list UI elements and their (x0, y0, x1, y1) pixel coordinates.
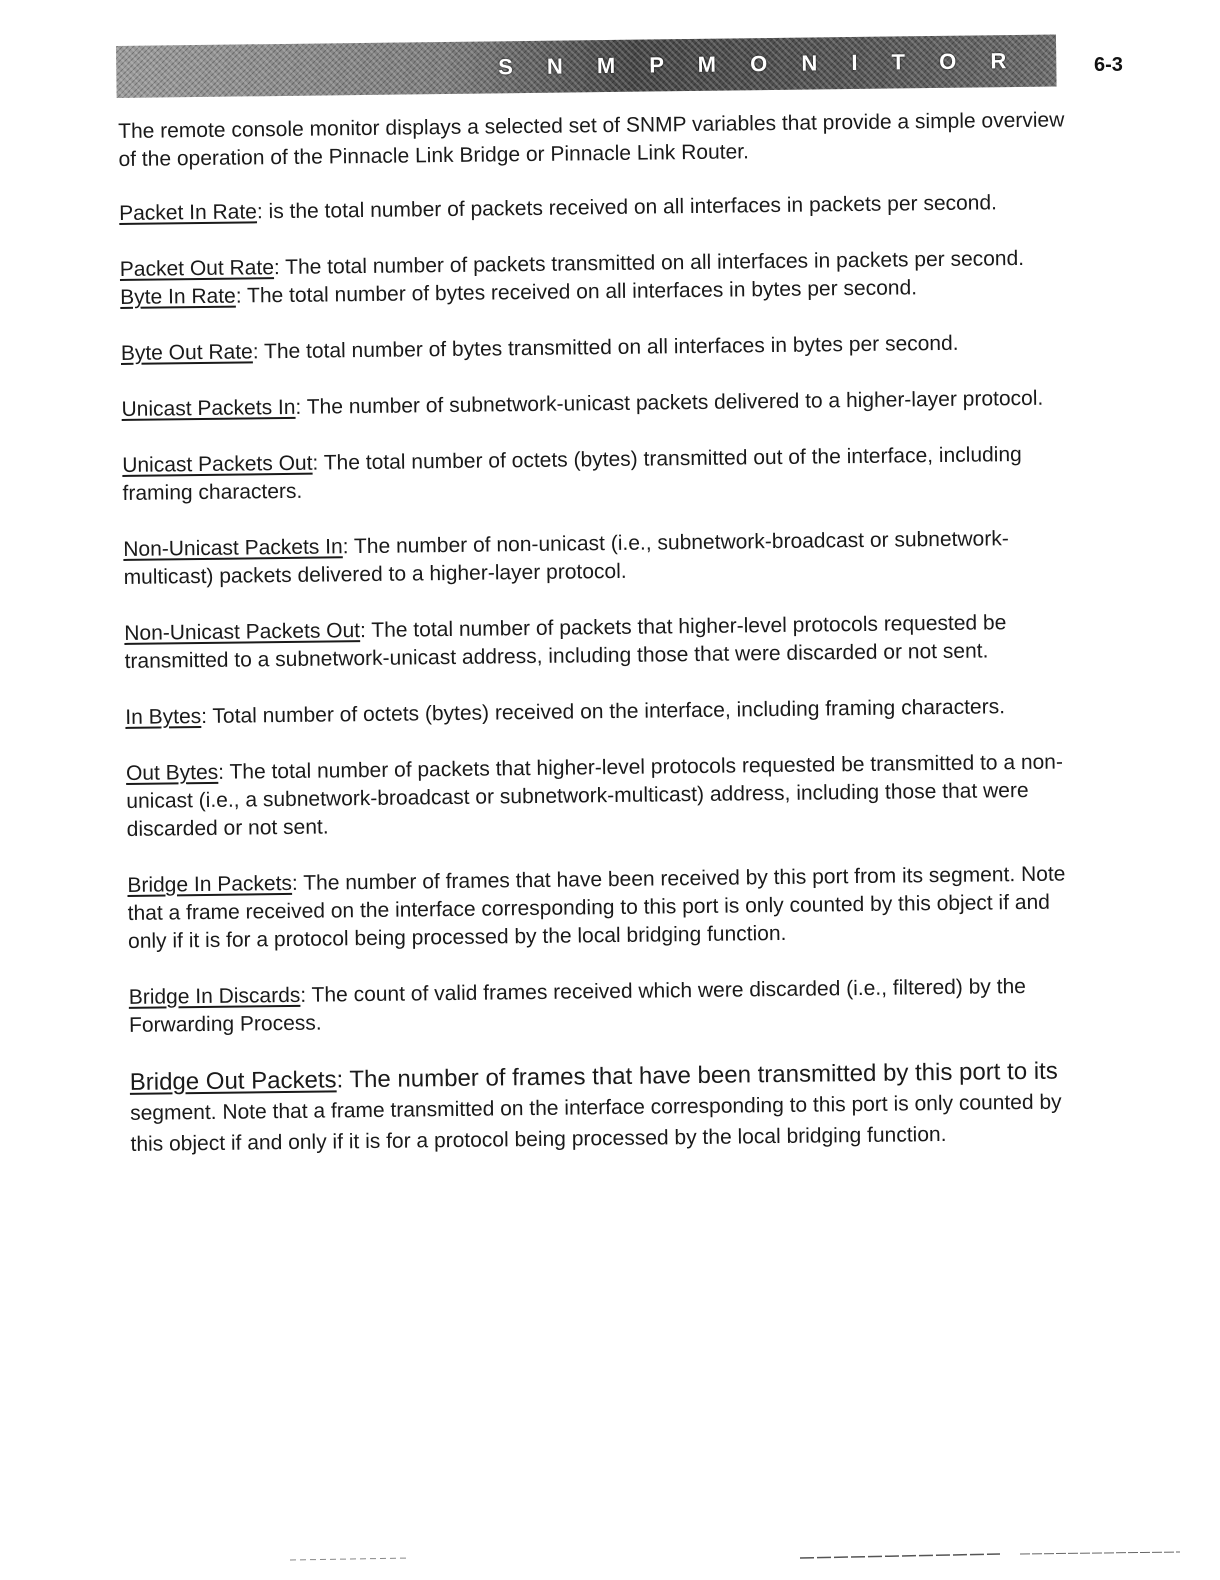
scan-line (1020, 1552, 1180, 1554)
scan-artifact-lines (140, 1548, 1180, 1564)
scan-line (290, 1558, 410, 1560)
term: Byte Out Rate (120, 340, 253, 365)
definition-bridge-out-packets (130, 1056, 1091, 1160)
definition-text: : The number of frames that have been received by this port from its segment. Note that a frame received on the interface corresponding to this port is only counted by this object if and only if it is for a protocol being processed by the local bridging function. (127, 862, 1066, 953)
term: Unicast Packets In (121, 395, 296, 421)
definition-text: : is the total number of packets received on all interfaces in packets per second. (256, 191, 998, 224)
definition-unicast-packets-in (121, 384, 1081, 424)
intro-paragraph: The remote console monitor displays a selected set of SNMP variables that provide a simple overview of the operation of the Pinnacle Link Bridge or Pinnacle Link Router. (118, 108, 1065, 171)
definition-bridge-in-packets (127, 860, 1088, 956)
term: Out Bytes (125, 760, 219, 785)
definition-text: : The number of subnetwork-unicast packets delivered to a higher-layer protocol. (295, 386, 1044, 419)
definition-in-bytes (125, 692, 1085, 732)
header-banner (116, 35, 1057, 98)
term: Bridge In Packets (127, 871, 293, 897)
term: Packet In Rate (119, 200, 258, 225)
definition-text: : The count of valid frames received which were discarded (i.e., filtered) by the Forwarding Process. (128, 974, 1027, 1037)
term: Unicast Packets Out (122, 451, 313, 477)
definition-text: : The total number of packets that higher-level protocols requested be transmitted to a subnetwork-unicast address, including those that were discarded or not sent. (124, 611, 1007, 673)
page-body (118, 106, 1091, 1188)
header-title: S N M P M O N I T O R (497, 47, 1021, 80)
definition-non-unicast-packets-out (124, 608, 1085, 676)
term: In Bytes (125, 705, 202, 729)
term: Byte In Rate (120, 284, 236, 309)
definition-text: : Total number of octets (bytes) received on the interface, including framing characters. (201, 695, 1006, 729)
definition-text: : The number of non-unicast (i.e., subnetwork-broadcast or subnetwork-multicast) packets delivered to a higher-layer protocol. (123, 527, 1009, 589)
term: Packet Out Rate (119, 256, 275, 281)
definition-byte-out-rate (121, 328, 1081, 368)
term: Non-Unicast Packets In (123, 535, 343, 561)
definition-unicast-packets-out (122, 440, 1083, 508)
definition-text: : The total number of packets transmitted on all interfaces in packets per second. (273, 246, 1025, 280)
term: Bridge In Discards (128, 983, 301, 1009)
definition-text-continued: segment. Note that a frame transmitted on the interface corresponding to this port is only counted by this object if and only if it is for a protocol being processed by the local bridging function. (130, 1090, 1062, 1156)
definition-text: : The total number of packets that higher-level protocols requested be transmitted to a non-unicast (i.e., a subnetwork-broadcast or subnetwork-multicast) address, including those that were discarded or not sent. (126, 750, 1064, 841)
definition-text: : The number of frames that have been transmitted by this port to its (336, 1057, 1058, 1094)
definition-non-unicast-packets-in (123, 524, 1084, 592)
definition-packet-in-rate (119, 188, 1079, 228)
term: Non-Unicast Packets Out (124, 619, 361, 645)
definition-text: : The total number of octets (bytes) transmitted out of the interface, including framing characters. (122, 442, 1022, 505)
definition-bridge-in-discards (129, 972, 1090, 1040)
definition-out-bytes (126, 748, 1087, 844)
scan-line (800, 1554, 1000, 1558)
definition-text: : The total number of bytes received on all interfaces in bytes per second. (235, 276, 918, 308)
term: Bridge Out Packets (129, 1066, 337, 1096)
definition-text: : The total number of bytes transmitted on all interfaces in bytes per second. (252, 331, 959, 364)
page-number: 6-3 (1094, 54, 1123, 76)
